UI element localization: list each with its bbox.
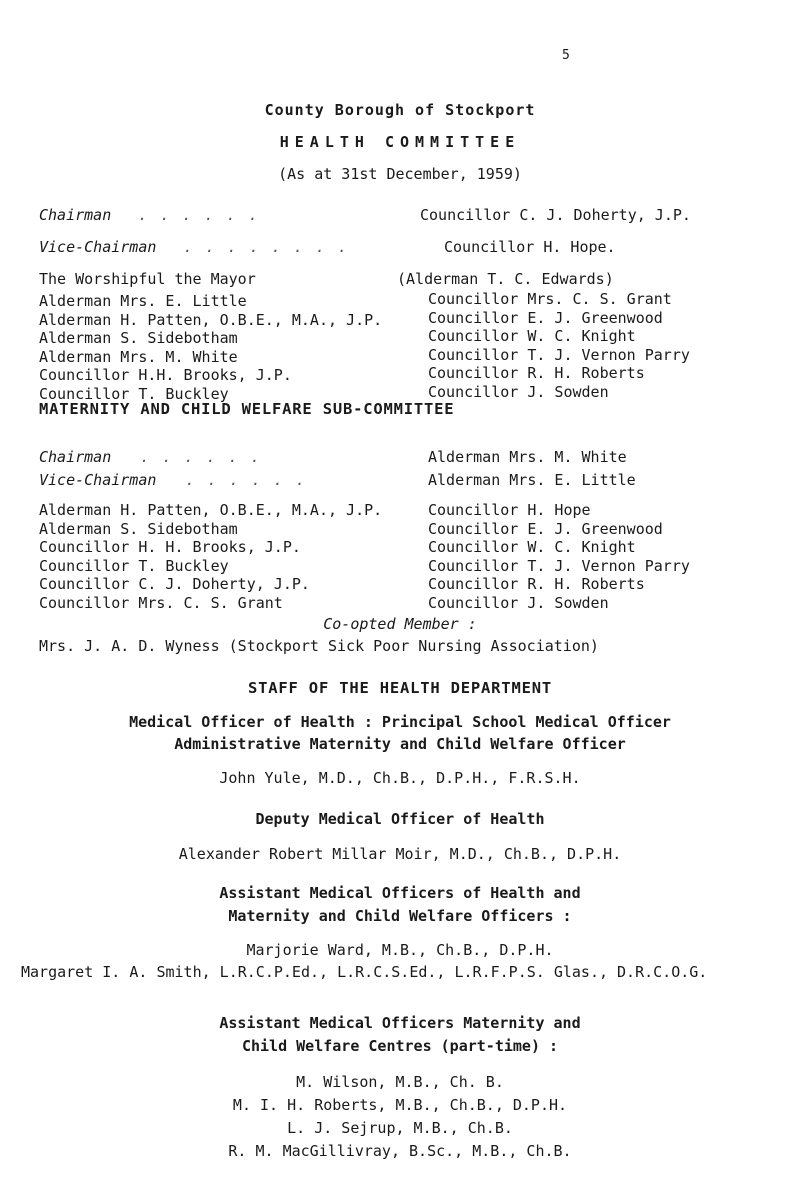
mcw-vice-chairman-name: Alderman Mrs. E. Little bbox=[428, 471, 636, 489]
member: Alderman H. Patten, O.B.E., M.A., J.P. bbox=[39, 310, 383, 329]
member: Alderman S. Sidebotham bbox=[39, 519, 238, 538]
dot-leaders: . . . . . . bbox=[185, 471, 307, 489]
moh-title-line2: Administrative Maternity and Child Welfare Officer bbox=[174, 735, 626, 753]
mcw-chairman-label: Chairman . . . . . . bbox=[39, 448, 262, 466]
member: Councillor H. H. Brooks, J.P. bbox=[39, 538, 301, 556]
assistant-title-line1: Assistant Medical Officers of Health and bbox=[219, 884, 581, 902]
member: Councillor W. C. Knight bbox=[428, 327, 636, 345]
mcw-section-title: MATERNITY AND CHILD WELFARE SUB-COMMITTEE bbox=[39, 400, 455, 418]
moh-name: John Yule, M.D., Ch.B., D.P.H., F.R.S.H. bbox=[219, 769, 581, 787]
member: Councillor T. Buckley bbox=[39, 384, 229, 403]
chairman-label: Chairman . . . . . . bbox=[39, 206, 260, 224]
vice-chairman-label: Vice-Chairman . . . . . . . . bbox=[39, 238, 349, 256]
committee-members-right bbox=[428, 290, 690, 401]
centres-name: R. M. MacGillivray, B.Sc., M.B., Ch.B. bbox=[228, 1142, 572, 1160]
centres-title-line2: Child Welfare Centres (part-time) : bbox=[241, 1037, 559, 1055]
member: Alderman Mrs. E. Little bbox=[39, 292, 247, 310]
member: Councillor T. J. Vernon Parry bbox=[428, 345, 690, 364]
member: Councillor Mrs. C. S. Grant bbox=[428, 290, 672, 308]
page-number: 5 bbox=[562, 48, 570, 63]
vice-chairman-name: Councillor H. Hope. bbox=[444, 238, 616, 256]
staff-section-title: STAFF OF THE HEALTH DEPARTMENT bbox=[248, 679, 552, 697]
member: Councillor W. C. Knight bbox=[428, 538, 636, 556]
member: Councillor T. J. Vernon Parry bbox=[428, 556, 690, 575]
deputy-title: Deputy Medical Officer of Health bbox=[255, 810, 545, 828]
member: Councillor H.H. Brooks, J.P. bbox=[39, 366, 292, 384]
member: Councillor H. Hope bbox=[428, 501, 591, 519]
member: Alderman H. Patten, O.B.E., M.A., J.P. bbox=[39, 501, 383, 519]
assistant-name: Margaret I. A. Smith, L.R.C.P.Ed., L.R.C.S.Ed., L.R.F.P.S. Glas., D.R.C.O.G. bbox=[21, 963, 708, 981]
centres-name: M. Wilson, M.B., Ch. B. bbox=[296, 1073, 504, 1091]
member: Councillor R. H. Roberts bbox=[428, 364, 645, 382]
member: Alderman S. Sidebotham bbox=[39, 329, 238, 347]
mcw-members-left bbox=[39, 501, 382, 612]
mayor-label: The Worshipful the Mayor bbox=[39, 270, 256, 288]
coopted-member: Mrs. J. A. D. Wyness (Stockport Sick Poor Nursing Association) bbox=[39, 637, 599, 655]
member: Alderman Mrs. M. White bbox=[39, 347, 238, 366]
mayor-name: (Alderman T. C. Edwards) bbox=[397, 270, 614, 288]
member: Councillor T. Buckley bbox=[39, 556, 229, 575]
member: Councillor J. Sowden bbox=[428, 593, 609, 612]
member: Councillor E. J. Greenwood bbox=[428, 308, 663, 327]
as-at-date: (As at 31st December, 1959) bbox=[278, 165, 522, 183]
member: Councillor E. J. Greenwood bbox=[428, 519, 663, 538]
member: Councillor R. H. Roberts bbox=[428, 575, 645, 593]
mcw-vice-chairman-label: Vice-Chairman . . . . . . bbox=[39, 471, 307, 489]
centres-title-line1: Assistant Medical Officers Maternity and bbox=[219, 1014, 581, 1032]
chairman-name: Councillor C. J. Doherty, J.P. bbox=[420, 206, 691, 224]
dot-leaders: . . . . . . bbox=[138, 206, 260, 224]
moh-title-line1: Medical Officer of Health : Principal School Medical Officer bbox=[129, 713, 671, 731]
dot-leaders: . . . . . . bbox=[140, 448, 262, 466]
centres-name: L. J. Sejrup, M.B., Ch.B. bbox=[287, 1119, 513, 1137]
member: Councillor J. Sowden bbox=[428, 382, 609, 401]
borough-title: County Borough of Stockport bbox=[264, 101, 536, 119]
committee-members-left bbox=[39, 292, 382, 403]
mcw-chairman-name: Alderman Mrs. M. White bbox=[428, 448, 627, 466]
assistant-name: Marjorie Ward, M.B., Ch.B., D.P.H. bbox=[246, 941, 554, 959]
centres-name: M. I. H. Roberts, M.B., Ch.B., D.P.H. bbox=[232, 1096, 568, 1114]
coopted-label: Co-opted Member : bbox=[323, 615, 477, 633]
dot-leaders: . . . . . . . . bbox=[183, 238, 349, 256]
member: Councillor Mrs. C. S. Grant bbox=[39, 593, 283, 612]
mcw-members-right bbox=[428, 501, 690, 612]
deputy-name: Alexander Robert Millar Moir, M.D., Ch.B., D.P.H. bbox=[178, 845, 622, 863]
committee-title: HEALTH COMMITTEE bbox=[279, 133, 521, 151]
assistant-title-line2: Maternity and Child Welfare Officers : bbox=[228, 907, 572, 925]
member: Councillor C. J. Doherty, J.P. bbox=[39, 575, 310, 593]
